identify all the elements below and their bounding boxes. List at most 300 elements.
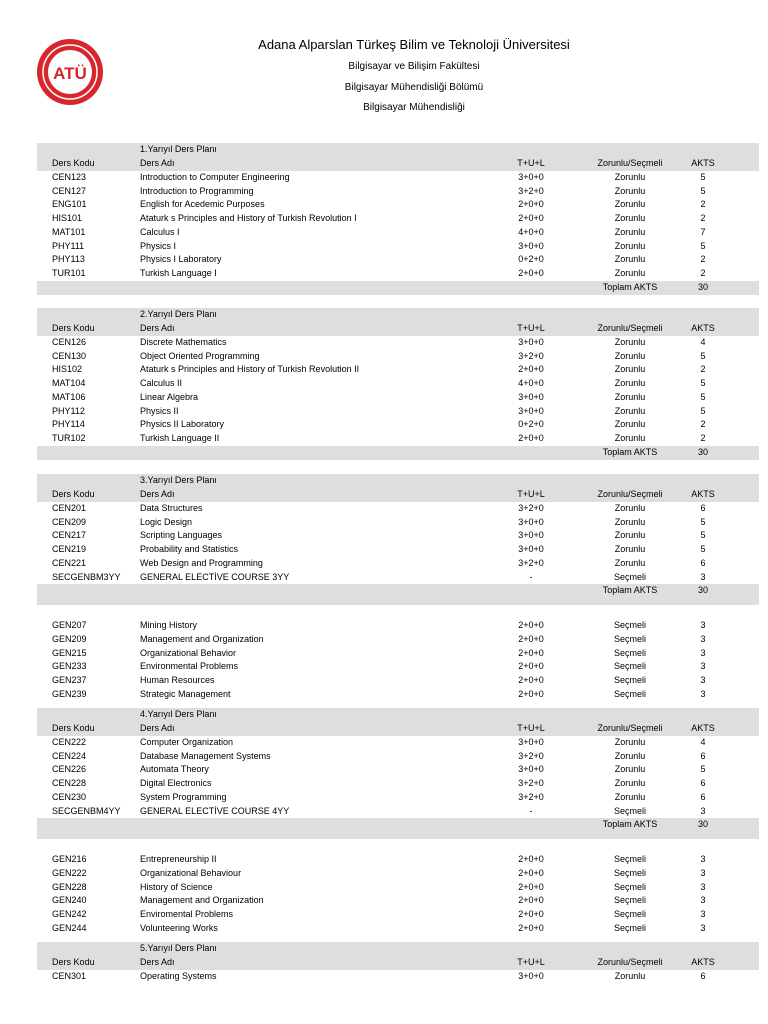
semester-title-text: 1.Yarıyıl Ders Planı — [140, 144, 217, 154]
course-akts: 5 — [700, 391, 706, 402]
course-type: Zorunlu — [614, 254, 646, 265]
course-tul: 3+0+0 — [518, 405, 544, 416]
semester-title-text: 4.Yarıyıl Ders Planı — [140, 709, 217, 719]
course-tul: 3+0+0 — [518, 530, 544, 541]
course-akts: 3 — [700, 867, 706, 878]
column-type: Zorunlu/Seçmeli — [597, 957, 663, 967]
column-akts: AKTS — [691, 323, 715, 333]
course-name: Ataturk s Principles and History of Turkish Revolution II — [140, 364, 360, 375]
course-tul: 3+0+0 — [518, 544, 544, 554]
total-row — [37, 446, 759, 460]
column-akts: AKTS — [691, 957, 715, 967]
elective-row — [37, 647, 759, 661]
semester-title-text: 2.Yarıyıl Ders Planı — [140, 309, 217, 319]
course-code: SECGENBM4YY — [52, 805, 121, 816]
course-tul: 3+0+0 — [518, 391, 544, 402]
course-type: Zorunlu — [614, 268, 646, 278]
course-code: CEN217 — [52, 530, 87, 541]
course-row — [37, 750, 759, 764]
course-type: Seçmeli — [613, 854, 646, 864]
course-name: Operating Systems — [140, 970, 217, 981]
course-akts: 5 — [700, 405, 706, 416]
course-name: Organizational Behavior — [140, 647, 237, 658]
course-row — [37, 432, 759, 446]
course-name: Physics I Laboratory — [140, 254, 222, 265]
course-tul: 0+2+0 — [518, 419, 544, 430]
total-value: 30 — [697, 446, 708, 457]
semester-title — [37, 474, 759, 488]
course-code: CEN224 — [52, 750, 87, 761]
course-akts: 3 — [700, 805, 706, 816]
course-code: GEN228 — [52, 881, 87, 892]
semester-title-text: 5.Yarıyıl Ders Planı — [140, 943, 217, 953]
course-type: Zorunlu — [614, 226, 646, 237]
elective-row — [37, 619, 759, 633]
course-tul: 0+2+0 — [518, 254, 544, 265]
course-name: Turkish Language I — [140, 268, 217, 278]
semester-title — [37, 708, 759, 722]
course-tul: 2+0+0 — [518, 364, 544, 375]
course-tul: 2+0+0 — [518, 881, 544, 892]
course-name: Web Design and Programming — [140, 557, 263, 568]
course-name: History of Science — [140, 881, 213, 892]
column-akts: AKTS — [691, 489, 715, 499]
course-row — [37, 543, 759, 557]
course-name: Computer Organization — [140, 736, 234, 747]
course-name: Human Resources — [140, 675, 215, 685]
course-type: Zorunlu — [614, 364, 646, 375]
column-header — [37, 157, 759, 171]
total-label: Toplam AKTS — [602, 819, 658, 830]
course-tul: 3+0+0 — [518, 736, 544, 747]
course-name: Physics II — [140, 405, 179, 416]
course-name: Mining History — [140, 620, 198, 630]
course-akts: 6 — [700, 557, 706, 568]
total-row — [37, 818, 759, 832]
course-tul: 2+0+0 — [518, 647, 544, 658]
total-band-extension — [37, 832, 759, 839]
course-row — [37, 405, 759, 419]
course-type: Zorunlu — [614, 240, 646, 251]
course-tul: - — [529, 805, 533, 816]
course-code: ENG101 — [52, 199, 87, 210]
course-row — [37, 350, 759, 364]
course-name: Automata Theory — [140, 764, 209, 775]
course-tul: 2+0+0 — [518, 620, 544, 630]
course-code: TUR102 — [52, 433, 86, 443]
course-akts: 6 — [700, 791, 706, 802]
course-name: Management and Organization — [140, 633, 264, 644]
course-name: Introduction to Computer Engineering — [140, 171, 290, 182]
course-akts: 3 — [700, 854, 706, 864]
course-akts: 3 — [700, 688, 706, 699]
course-akts: 3 — [700, 909, 706, 919]
total-label: Toplam AKTS — [602, 446, 658, 457]
total-label: Toplam AKTS — [602, 281, 658, 292]
course-name: Scripting Languages — [140, 530, 223, 541]
course-tul: 4+0+0 — [518, 226, 544, 237]
course-type: Zorunlu — [614, 185, 646, 196]
course-code: GEN239 — [52, 688, 87, 699]
course-type: Zorunlu — [614, 419, 646, 430]
course-akts: 3 — [700, 647, 706, 658]
course-code: CEN219 — [52, 544, 87, 554]
column-code: Ders Kodu — [52, 323, 95, 333]
course-row — [37, 516, 759, 530]
course-type: Seçmeli — [613, 805, 646, 816]
course-akts: 3 — [700, 661, 706, 672]
course-tul: 3+0+0 — [518, 970, 544, 981]
course-akts: 4 — [700, 736, 706, 747]
course-name: Calculus II — [140, 378, 183, 388]
course-row — [37, 212, 759, 226]
course-tul: 2+0+0 — [518, 675, 544, 685]
course-akts: 2 — [700, 364, 706, 375]
course-row — [37, 363, 759, 377]
column-akts: AKTS — [691, 723, 715, 733]
course-type: Seçmeli — [613, 633, 646, 644]
elective-row — [37, 922, 759, 936]
total-value: 30 — [697, 585, 708, 596]
course-type: Zorunlu — [614, 391, 646, 402]
course-akts: 3 — [700, 922, 706, 933]
course-type: Zorunlu — [614, 378, 646, 388]
course-row — [37, 253, 759, 267]
column-header — [37, 488, 759, 502]
course-tul: 2+0+0 — [518, 909, 544, 919]
course-name: Physics I — [140, 240, 177, 251]
column-tul: T+U+L — [517, 957, 545, 967]
program-name: Bilgisayar Mühendisliği — [363, 102, 465, 113]
total-band-extension — [37, 598, 759, 605]
course-row — [37, 805, 759, 819]
column-header — [37, 322, 759, 336]
column-code: Ders Kodu — [52, 489, 95, 499]
course-tul: 3+0+0 — [518, 764, 544, 775]
course-akts: 3 — [700, 633, 706, 644]
course-type: Zorunlu — [614, 336, 646, 347]
column-type: Zorunlu/Seçmeli — [597, 489, 663, 499]
course-tul: 2+0+0 — [518, 867, 544, 878]
course-akts: 6 — [700, 970, 706, 981]
total-row — [37, 281, 759, 295]
course-tul: 2+0+0 — [518, 688, 544, 699]
course-row — [37, 791, 759, 805]
course-tul: 2+0+0 — [518, 268, 544, 278]
elective-row — [37, 867, 759, 881]
course-code: CEN221 — [52, 557, 87, 568]
course-name: Turkish Language II — [140, 433, 220, 443]
course-name: Data Structures — [140, 502, 203, 513]
course-code: PHY114 — [52, 419, 85, 430]
column-code: Ders Kodu — [52, 158, 95, 168]
elective-row — [37, 674, 759, 688]
course-tul: 3+2+0 — [518, 502, 544, 513]
course-code: GEN233 — [52, 661, 87, 672]
course-type: Zorunlu — [614, 791, 646, 802]
course-tul: 2+0+0 — [518, 895, 544, 906]
course-tul: 3+2+0 — [518, 791, 544, 802]
course-row — [37, 240, 759, 254]
course-code: HIS102 — [52, 364, 83, 375]
course-type: Zorunlu — [614, 433, 646, 443]
course-type: Zorunlu — [614, 530, 646, 541]
university-name: Adana Alparslan Türkeş Bilim ve Teknoloji Üniversitesi — [258, 37, 570, 52]
column-header — [37, 956, 759, 970]
course-name: Logic Design — [140, 516, 193, 527]
course-name: Introduction to Programming — [140, 185, 254, 196]
course-row — [37, 529, 759, 543]
course-code: CEN130 — [52, 350, 87, 361]
course-type: Zorunlu — [614, 350, 646, 361]
course-name: Physics II Laboratory — [140, 419, 225, 430]
course-type: Zorunlu — [614, 778, 646, 788]
course-row — [37, 391, 759, 405]
course-name: Environmental Problems — [140, 661, 239, 672]
course-akts: 5 — [700, 378, 706, 388]
course-code: GEN244 — [52, 922, 87, 933]
course-type: Seçmeli — [613, 909, 646, 919]
course-name: Discrete Mathematics — [140, 336, 227, 347]
course-akts: 2 — [700, 419, 706, 430]
course-code: GEN207 — [52, 620, 87, 630]
course-akts: 5 — [700, 544, 706, 554]
course-tul: 4+0+0 — [518, 378, 544, 388]
course-code: GEN215 — [52, 647, 87, 658]
course-akts: 2 — [700, 199, 706, 210]
course-name: English for Acedemic Purposes — [140, 199, 265, 210]
course-code: CEN230 — [52, 791, 87, 802]
course-akts: 3 — [700, 895, 706, 906]
course-code: CEN228 — [52, 778, 87, 788]
course-tul: 3+0+0 — [518, 516, 544, 527]
course-akts: 5 — [700, 350, 706, 361]
column-name: Ders Adı — [140, 158, 175, 168]
column-type: Zorunlu/Seçmeli — [597, 723, 663, 733]
course-name: Linear Algebra — [140, 391, 199, 402]
course-akts: 3 — [700, 571, 706, 582]
course-akts: 2 — [700, 433, 706, 443]
course-tul: 3+2+0 — [518, 778, 544, 788]
course-tul: 3+0+0 — [518, 336, 544, 347]
semester-table — [37, 143, 759, 295]
course-type: Zorunlu — [614, 199, 646, 210]
course-akts: 5 — [700, 185, 706, 196]
course-code: GEN240 — [52, 895, 87, 906]
course-name: Enviromental Problems — [140, 909, 234, 919]
course-type: Zorunlu — [614, 502, 646, 513]
course-type: Seçmeli — [613, 620, 646, 630]
course-name: Ataturk s Principles and History of Turkish Revolution I — [140, 213, 357, 223]
column-name: Ders Adı — [140, 723, 175, 733]
course-type: Seçmeli — [613, 675, 646, 685]
course-name: Probability and Statistics — [140, 544, 239, 554]
course-akts: 5 — [700, 240, 706, 251]
course-akts: 2 — [700, 268, 706, 278]
course-code: GEN216 — [52, 854, 87, 864]
course-row — [37, 777, 759, 791]
course-type: Seçmeli — [613, 867, 646, 878]
course-tul: 2+0+0 — [518, 433, 544, 443]
spacer — [37, 605, 759, 619]
course-code: MAT104 — [52, 378, 86, 388]
course-code: MAT101 — [52, 226, 86, 237]
course-code: GEN222 — [52, 867, 87, 878]
column-code: Ders Kodu — [52, 957, 95, 967]
elective-row — [37, 881, 759, 895]
course-code: GEN237 — [52, 675, 87, 685]
course-type: Zorunlu — [614, 405, 646, 416]
total-value: 30 — [697, 819, 708, 830]
course-code: TUR101 — [52, 268, 86, 278]
course-type: Seçmeli — [613, 571, 646, 582]
logo-text: ATÜ — [53, 64, 87, 83]
column-name: Ders Adı — [140, 957, 175, 967]
column-code: Ders Kodu — [52, 723, 95, 733]
course-code: MAT106 — [52, 391, 86, 402]
course-row — [37, 970, 759, 984]
semester-title — [37, 308, 759, 322]
course-type: Zorunlu — [614, 544, 646, 554]
course-type: Seçmeli — [613, 688, 646, 699]
course-row — [37, 571, 759, 585]
semester-table — [37, 308, 759, 460]
course-code: CEN226 — [52, 764, 87, 775]
course-type: Zorunlu — [614, 516, 646, 527]
course-code: HIS101 — [52, 213, 83, 223]
course-type: Seçmeli — [613, 922, 646, 933]
elective-row — [37, 908, 759, 922]
elective-row — [37, 853, 759, 867]
course-akts: 6 — [700, 778, 706, 788]
course-name: Calculus I — [140, 226, 180, 237]
course-akts: 5 — [700, 530, 706, 541]
course-row — [37, 226, 759, 240]
course-tul: 3+2+0 — [518, 750, 544, 761]
course-code: CEN126 — [52, 336, 87, 347]
course-code: CEN301 — [52, 970, 87, 981]
elective-row — [37, 660, 759, 674]
course-name: Volunteering Works — [140, 922, 218, 933]
course-name: GENERAL ELECTİVE COURSE 3YY — [140, 571, 290, 582]
course-tul: 2+0+0 — [518, 213, 544, 223]
course-akts: 2 — [700, 213, 706, 223]
spacer — [37, 839, 759, 853]
course-name: Object Oriented Programming — [140, 350, 260, 361]
course-akts: 3 — [700, 881, 706, 892]
course-tul: 3+2+0 — [518, 350, 544, 361]
course-row — [37, 267, 759, 281]
course-akts: 4 — [700, 336, 706, 347]
course-tul: 2+0+0 — [518, 661, 544, 672]
course-code: PHY111 — [52, 240, 85, 251]
course-akts: 3 — [700, 620, 706, 630]
course-type: Zorunlu — [614, 736, 646, 747]
course-tul: 2+0+0 — [518, 922, 544, 933]
course-row — [37, 185, 759, 199]
course-row — [37, 763, 759, 777]
course-row — [37, 171, 759, 185]
course-akts: 6 — [700, 502, 706, 513]
course-row — [37, 736, 759, 750]
course-type: Seçmeli — [613, 881, 646, 892]
column-type: Zorunlu/Seçmeli — [597, 323, 663, 333]
column-name: Ders Adı — [140, 489, 175, 499]
course-row — [37, 336, 759, 350]
elective-row — [37, 633, 759, 647]
column-type: Zorunlu/Seçmeli — [597, 158, 663, 168]
semester-table — [37, 474, 759, 702]
total-label: Toplam AKTS — [602, 585, 658, 596]
course-name: Organizational Behaviour — [140, 867, 242, 878]
course-type: Zorunlu — [614, 213, 646, 223]
elective-row — [37, 688, 759, 702]
course-name: Digital Electronics — [140, 778, 212, 788]
course-row — [37, 557, 759, 571]
column-tul: T+U+L — [517, 723, 545, 733]
column-tul: T+U+L — [517, 158, 545, 168]
course-code: PHY112 — [52, 405, 85, 416]
course-type: Zorunlu — [614, 750, 646, 761]
course-code: PHY113 — [52, 254, 85, 265]
course-code: GEN209 — [52, 633, 87, 644]
course-name: Entrepreneurship II — [140, 854, 217, 864]
semester-title-text: 3.Yarıyıl Ders Planı — [140, 475, 217, 485]
course-tul: 2+0+0 — [518, 854, 544, 864]
course-akts: 5 — [700, 171, 706, 182]
course-code: SECGENBM3YY — [52, 571, 121, 582]
course-akts: 7 — [700, 226, 706, 237]
course-akts: 5 — [700, 764, 706, 775]
course-code: GEN242 — [52, 909, 87, 919]
course-name: System Programming — [140, 791, 227, 802]
column-header — [37, 722, 759, 736]
course-tul: 3+0+0 — [518, 171, 544, 182]
course-code: CEN201 — [52, 502, 87, 513]
course-type: Seçmeli — [613, 895, 646, 906]
course-code: CEN127 — [52, 185, 87, 196]
course-tul: - — [529, 571, 533, 582]
course-row — [37, 502, 759, 516]
column-akts: AKTS — [691, 158, 715, 168]
course-code: CEN222 — [52, 736, 87, 747]
course-akts: 6 — [700, 750, 706, 761]
course-type: Zorunlu — [614, 764, 646, 775]
course-type: Zorunlu — [614, 557, 646, 568]
course-row — [37, 198, 759, 212]
course-tul: 2+0+0 — [518, 199, 544, 210]
total-row — [37, 584, 759, 598]
course-akts: 3 — [700, 675, 706, 685]
course-type: Zorunlu — [614, 171, 646, 182]
course-tul: 2+0+0 — [518, 633, 544, 644]
semester-title — [37, 942, 759, 956]
course-type: Zorunlu — [614, 970, 646, 981]
course-name: Strategic Management — [140, 688, 231, 699]
column-tul: T+U+L — [517, 489, 545, 499]
course-name: Database Management Systems — [140, 750, 271, 761]
elective-row — [37, 894, 759, 908]
faculty-name: Bilgisayar ve Bilişim Fakültesi — [348, 61, 480, 72]
semester-title — [37, 143, 759, 157]
course-akts: 2 — [700, 254, 706, 265]
total-value: 30 — [697, 281, 708, 292]
semester-table — [37, 708, 759, 936]
semester-table — [37, 942, 759, 984]
department-name: Bilgisayar Mühendisliği Bölümü — [344, 82, 484, 93]
course-name: Management and Organization — [140, 895, 264, 906]
course-tul: 3+0+0 — [518, 240, 544, 251]
